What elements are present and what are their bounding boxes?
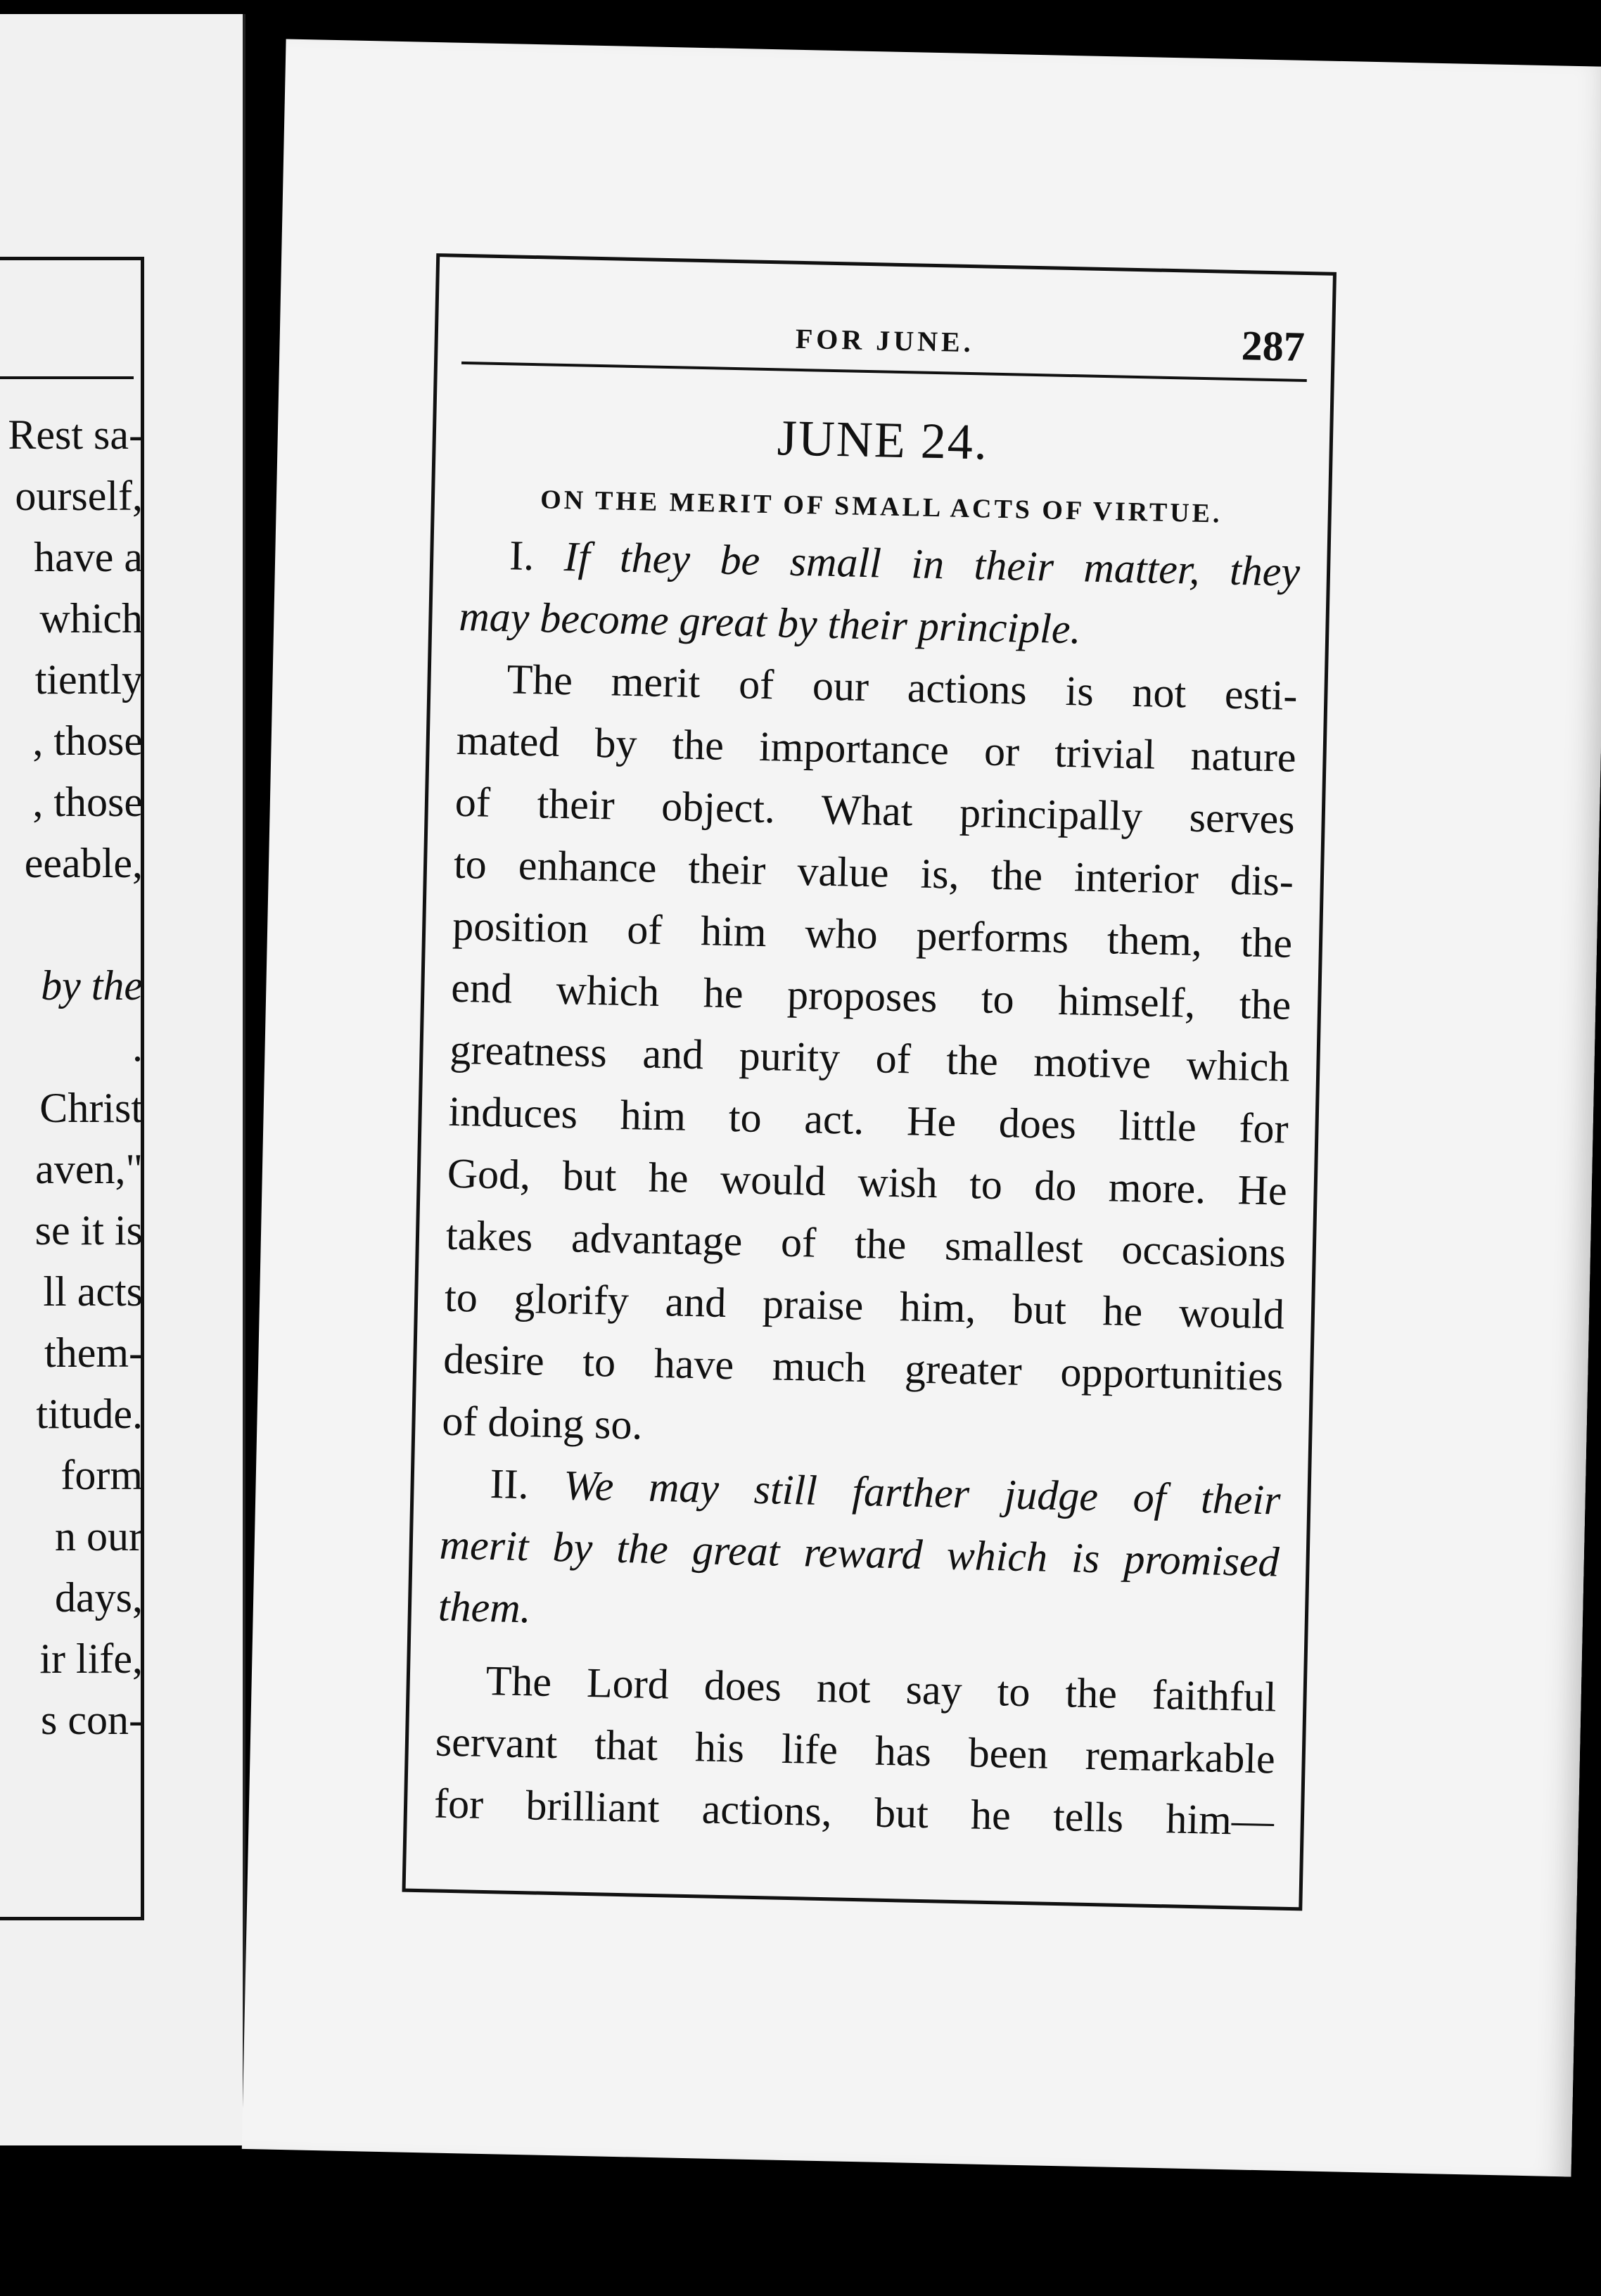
paragraph-1-line: mated by the importance or trivial nature (456, 716, 1297, 781)
point-1-heading-line: may become great by their principle. (458, 592, 1082, 653)
paragraph-1-line: God, but he would wish to do more. He (447, 1149, 1288, 1214)
text-frame (402, 253, 1337, 1911)
left-page (0, 14, 245, 2145)
right-page (242, 39, 1601, 2177)
paragraph-1-line: greatness and purity of the motive which (449, 1026, 1291, 1090)
left-line: have a (34, 534, 143, 580)
paragraph-1-line: takes advantage of the smallest occasions (445, 1211, 1287, 1276)
left-line: , those (32, 718, 143, 764)
left-line: which (39, 595, 143, 642)
point-1-number: I. (509, 532, 535, 580)
entry-date: JUNE 24. (777, 409, 989, 471)
point-2-number: II. (489, 1460, 530, 1508)
left-line: s con- (41, 1697, 143, 1743)
point-1-heading-line: I. If they be small in their matter, they (509, 532, 1301, 595)
left-line: ir life, (39, 1635, 143, 1682)
left-line (8, 894, 143, 955)
left-line: form (60, 1452, 143, 1498)
paragraph-1-line: of doing so. (441, 1397, 644, 1448)
left-line: Christ (39, 1085, 143, 1131)
left-line: eeable, (24, 840, 143, 886)
left-line: n our (55, 1513, 143, 1560)
paragraph-1-line: desire to have much greater opportunities (442, 1335, 1284, 1400)
left-line: titude. (36, 1391, 143, 1437)
left-page-text (8, 404, 143, 1751)
paragraph-1-line: to glorify and praise him, but he would (444, 1273, 1285, 1338)
left-line: by the (41, 962, 143, 1009)
paragraph-2-line: servant that his life has been remarkable (435, 1718, 1276, 1782)
left-page-rule (0, 376, 134, 379)
point-2-heading-line: them. (438, 1583, 532, 1632)
point-2-heading-line: merit by the great reward which is promised (439, 1521, 1280, 1586)
point-2-heading-line: II. We may still farther judge of their (489, 1460, 1282, 1524)
left-line: ourself, (15, 473, 143, 519)
left-line: them- (44, 1329, 143, 1376)
paragraph-1-line: end which he proposes to himself, the (450, 964, 1291, 1028)
paragraph-2-line: The Lord does not say to the faithful (485, 1657, 1277, 1721)
left-line: , those (32, 779, 143, 825)
paragraph-1-line: to enhance their value is, the interior dis- (453, 840, 1294, 905)
left-line: Rest sa- (8, 412, 143, 458)
running-head (464, 257, 1306, 388)
entry-title: ON THE MERIT OF SMALL ACTS OF VIRTUE. (540, 485, 1223, 529)
left-line: aven," (35, 1146, 143, 1192)
paragraph-1-line: The merit of our actions is not esti- (506, 656, 1299, 719)
left-line: days, (55, 1574, 143, 1621)
paragraph-1-line: position of him who performs them, the (452, 902, 1293, 967)
page-number: 287 (1241, 322, 1306, 370)
header-rule (461, 362, 1307, 382)
running-title: FOR JUNE. (795, 322, 975, 359)
paragraph-1-line: induces him to act. He does little for (448, 1088, 1289, 1152)
left-line: tiently (34, 656, 143, 703)
paragraph-2-line: for brilliant actions, but he tells him— (433, 1780, 1275, 1844)
left-line: . (132, 1023, 143, 1070)
left-line: ll acts (43, 1268, 143, 1315)
left-line: se it is (34, 1207, 143, 1254)
paragraph-1-line: of their object. What principally serves (454, 778, 1296, 843)
entry-body (433, 523, 1301, 1852)
